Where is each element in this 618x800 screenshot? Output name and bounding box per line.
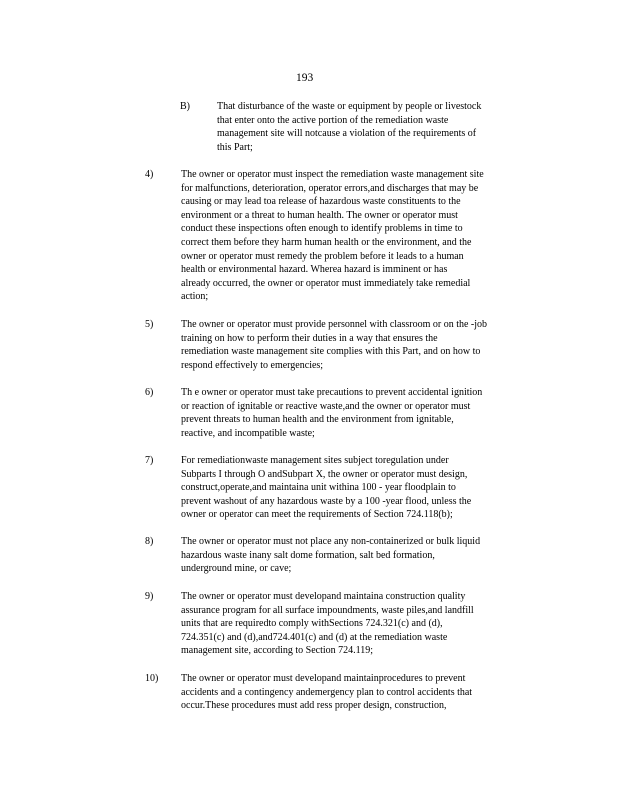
item-body xyxy=(181,318,487,372)
item-label: 10) xyxy=(145,673,159,684)
text-line: 724.351(c) and (d),and724.401(c) and (d) at the remediation waste xyxy=(181,631,448,643)
text-line: health or environmental hazard. Wherea hazard is imminent or has xyxy=(181,264,448,276)
text-line: accidents and a contingency andemergency plan to control accidents that xyxy=(181,686,473,698)
item-label: 7) xyxy=(145,455,154,466)
item-body xyxy=(181,386,482,440)
item-body xyxy=(217,100,481,154)
list-item-10 xyxy=(145,672,472,713)
item-body xyxy=(181,454,471,522)
text-line: assurance program for all surface impoundments, waste piles,and landfill xyxy=(181,604,474,616)
text-line: units that are requiredto comply withSections 724.321(c) and (d), xyxy=(181,618,443,630)
item-body xyxy=(181,535,480,576)
item-label: 9) xyxy=(145,591,154,602)
text-line: occur.These procedures must add ress proper design, construction, xyxy=(181,700,447,712)
item-body xyxy=(181,672,472,713)
list-item-4 xyxy=(145,168,484,304)
text-line: correct them before they harm human health or the environment, and the xyxy=(181,236,472,248)
text-line: The owner or operator must developand maintainprocedures to prevent xyxy=(181,673,466,684)
item-label: 4) xyxy=(145,169,154,180)
text-line: for malfunctions, deterioration, operator errors,and discharges that may be xyxy=(181,182,479,194)
text-line: reactive, and incompatible waste; xyxy=(181,427,315,439)
text-line: owner or operator can meet the requirements of Section 724.118(b); xyxy=(181,509,453,521)
list-item-8 xyxy=(145,535,480,576)
item-label: B) xyxy=(180,101,190,112)
text-line: causing or may lead toa release of hazardous waste constituents to the xyxy=(181,196,461,208)
text-line: remediation waste management site complies with this Part, and on how to xyxy=(181,346,481,358)
text-line: The owner or operator must provide personnel with classroom or on the -job xyxy=(181,319,488,330)
list-item-6 xyxy=(145,386,482,440)
text-line: this Part; xyxy=(217,141,253,153)
text-line: For remediationwaste management sites subject toregulation under xyxy=(181,455,449,466)
text-line: That disturbance of the waste or equipment by people or livestock xyxy=(217,101,482,112)
text-line: prevent washout of any hazardous waste by a 100 -year flood, unless the xyxy=(181,495,472,507)
list-item-7 xyxy=(145,454,471,522)
text-line: Subparts I through O andSubpart X, the owner or operator must design, xyxy=(181,468,468,480)
list-item-b xyxy=(180,100,481,154)
text-line: management site will notcause a violation of the requirements of xyxy=(217,128,477,140)
page-number: 193 xyxy=(296,72,314,84)
item-label: 6) xyxy=(145,387,154,398)
item-body xyxy=(181,168,484,304)
text-line: management site, according to Section 724.119; xyxy=(181,645,374,657)
item-label: 8) xyxy=(145,536,154,547)
text-line: action; xyxy=(181,291,209,303)
text-line: prevent threats to human health and the environment from ignitable, xyxy=(181,414,454,426)
text-line: The owner or operator must not place any non-containerized or bulk liquid xyxy=(181,536,481,547)
text-line: training on how to perform their duties in a way that ensures the xyxy=(181,332,438,344)
text-line: that enter onto the active portion of the remediation waste xyxy=(217,114,449,126)
text-line: The owner or operator must inspect the remediation waste management site xyxy=(181,169,484,180)
text-line: or reaction of ignitable or reactive waste,and the owner or operator must xyxy=(181,400,471,412)
text-line: already occurred, the owner or operator must immediately take remedial xyxy=(181,277,471,289)
text-line: environment or a threat to human health. The owner or operator must xyxy=(181,209,458,221)
text-line: respond effectively to emergencies; xyxy=(181,359,324,371)
text-line: hazardous waste inany salt dome formation, salt bed formation, xyxy=(181,549,435,561)
text-line: Th e owner or operator must take precautions to prevent accidental ignition xyxy=(181,387,483,398)
list-item-9 xyxy=(145,590,474,658)
item-label: 5) xyxy=(145,319,154,330)
text-line: The owner or operator must developand maintaina construction quality xyxy=(181,591,466,602)
item-body xyxy=(181,590,474,658)
text-line: conduct these inspections often enough to identify problems in time to xyxy=(181,223,463,235)
list-item-5 xyxy=(145,318,487,372)
text-line: construct,operate,and maintaina unit withina 100 - year floodplain to xyxy=(181,482,456,494)
text-line: owner or operator must remedy the problem before it leads to a human xyxy=(181,250,464,262)
text-line: underground mine, or cave; xyxy=(181,563,292,575)
